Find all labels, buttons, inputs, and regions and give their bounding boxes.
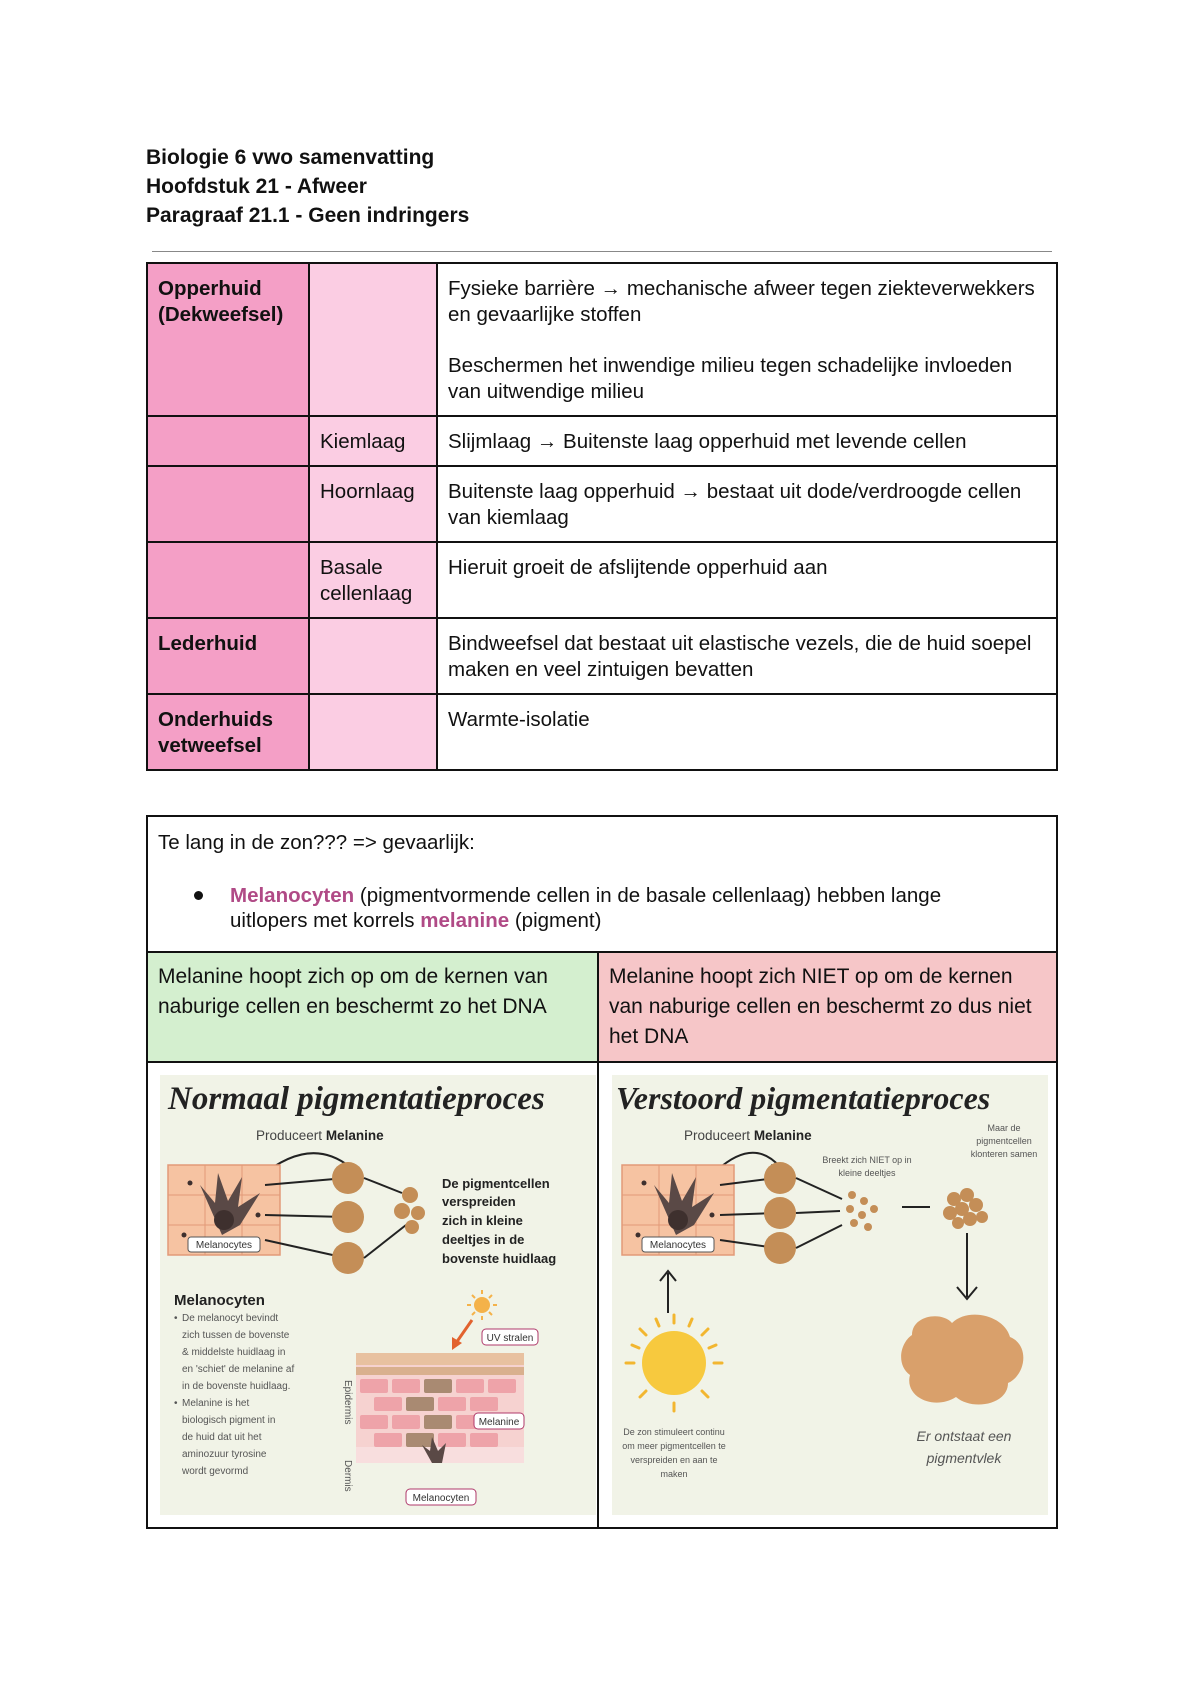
column-divider bbox=[597, 1063, 599, 1527]
layer-name-cell bbox=[147, 416, 309, 466]
melanin-granule bbox=[332, 1242, 364, 1274]
svg-text:verspreiden: verspreiden bbox=[442, 1194, 516, 1209]
description-cell: Hieruit groeit de afslijtende opperhuid aan bbox=[437, 542, 1057, 618]
melanocytes-tag-text: Melanocytes bbox=[195, 1240, 253, 1251]
melanin-granule bbox=[764, 1232, 796, 1264]
sublayer-cell: Basale cellenlaag bbox=[309, 542, 437, 618]
table-row bbox=[147, 416, 1057, 466]
description-text: Beschermen het inwendige milieu tegen schadelijke invloeden van uitwendige milieu bbox=[448, 354, 1013, 403]
disturbed-process-cell: Melanine hoopt zich NIET op om de kernen van naburige cellen en beschermt zo dus niet het DNA bbox=[599, 953, 1056, 1063]
layer-name-cell: Opperhuid (Dekweefsel) bbox=[147, 263, 309, 416]
description-cell: Buitenste laag opperhuid → bestaat uit dode/verdroogde cellen van kiemlaag bbox=[437, 466, 1057, 542]
layer-name-cell: Onderhuids vetweefsel bbox=[147, 694, 309, 770]
svg-text:zich in kleine: zich in kleine bbox=[442, 1213, 523, 1228]
bullet-icon bbox=[194, 891, 203, 900]
illustration-title: Normaal pigmentatieproces bbox=[168, 1081, 545, 1117]
term-melanine: melanine bbox=[420, 909, 510, 932]
svg-text:•: • bbox=[174, 1313, 178, 1324]
uv-tag-text: UV stralen bbox=[486, 1333, 534, 1344]
section-title: Paragraaf 21.1 - Geen indringers bbox=[146, 204, 470, 227]
description-cell bbox=[437, 263, 1057, 416]
description-text: Fysieke barrière → mechanische afweer tegen ziekteverwekkers en gevaarlijke stoffen bbox=[448, 277, 1035, 326]
description-cell: Slijmlaag → Buitenste laag opperhuid met levende cellen bbox=[437, 416, 1057, 466]
svg-text:& middelste huidlaag in: & middelste huidlaag in bbox=[182, 1347, 286, 1358]
melanocyten-heading: Melanocyten bbox=[174, 1292, 265, 1309]
epidermis-label: Epidermis bbox=[342, 1380, 353, 1425]
layer-name-cell: Lederhuid bbox=[147, 618, 309, 694]
bullet-end: (pigment) bbox=[509, 909, 602, 932]
melanin-particle bbox=[411, 1206, 425, 1220]
sublayer-cell: Hoornlaag bbox=[309, 466, 437, 542]
description-cell: Warmte-isolatie bbox=[437, 694, 1057, 770]
table-row bbox=[147, 263, 1057, 416]
melanin-particle bbox=[394, 1203, 410, 1219]
bullet-text bbox=[230, 883, 1010, 933]
svg-text:aminozuur tyrosine: aminozuur tyrosine bbox=[182, 1449, 267, 1460]
melanin-particle bbox=[402, 1187, 418, 1203]
term-melanocyten: Melanocyten bbox=[230, 884, 355, 907]
pigment-spot bbox=[901, 1315, 1023, 1405]
svg-text:zich tussen de bovenste: zich tussen de bovenste bbox=[182, 1330, 290, 1341]
skin-layers-table bbox=[146, 262, 1058, 771]
svg-text:De melanocyt bevindt: De melanocyt bevindt bbox=[182, 1313, 279, 1324]
maar-caption: Maar de pigmentcellen klonteren samen bbox=[970, 1123, 1038, 1159]
svg-text:deeltjes in de: deeltjes in de bbox=[442, 1232, 525, 1247]
melanin-granule bbox=[764, 1197, 796, 1229]
svg-text:wordt gevormd: wordt gevormd bbox=[182, 1466, 249, 1477]
description-cell: Bindweefsel dat bestaat uit elastische vezels, die de huid soepel maken en veel zintuigen bevatten bbox=[437, 618, 1057, 694]
svg-text:bovenste huidlaag: bovenste huidlaag bbox=[442, 1251, 557, 1266]
sun-exposure-box bbox=[146, 815, 1058, 1529]
melanine-tag-text: Melanine bbox=[478, 1417, 520, 1428]
layer-name-cell bbox=[147, 542, 309, 618]
table-row bbox=[147, 542, 1057, 618]
melanocytes-tag-text: Melanocytes bbox=[649, 1240, 707, 1251]
melanin-granule bbox=[332, 1162, 364, 1194]
melanocyten-tag-text: Melanocyten bbox=[412, 1493, 470, 1504]
svg-text:biologisch pigment in: biologisch pigment in bbox=[182, 1415, 276, 1426]
produceert-label: Produceert Melanine bbox=[256, 1128, 384, 1143]
normal-process-cell: Melanine hoopt zich op om de kernen van naburige cellen en beschermt zo het DNA bbox=[148, 953, 599, 1063]
produceert-label: Produceert Melanine bbox=[684, 1128, 812, 1143]
svg-text:Melanine is het: Melanine is het bbox=[182, 1398, 250, 1409]
intro-text: Te lang in de zon??? => gevaarlijk: bbox=[158, 831, 475, 854]
table-row bbox=[147, 694, 1057, 770]
svg-text:in de bovenste huidlaag.: in de bovenste huidlaag. bbox=[182, 1381, 291, 1392]
table-row bbox=[147, 466, 1057, 542]
svg-text:en 'schiet' de melanine af: en 'schiet' de melanine af bbox=[182, 1364, 295, 1375]
table-row bbox=[147, 618, 1057, 694]
layer-name-cell bbox=[147, 466, 309, 542]
bullet-middle: (pigmentvormende cellen in de basale cellenlaag) hebben lange uitlopers met korrels bbox=[230, 884, 942, 932]
chapter-title: Hoofdstuk 21 - Afweer bbox=[146, 175, 367, 198]
result-caption: Er ontstaat een pigmentvlek bbox=[916, 1428, 1012, 1466]
sublayer-cell bbox=[309, 263, 437, 416]
skin-cross-section-icon bbox=[356, 1353, 524, 1463]
breekt-caption: Breekt zich NIET op in kleine deeltjes bbox=[822, 1155, 912, 1178]
melanin-particle bbox=[405, 1220, 419, 1234]
disturbed-pigmentation-illustration bbox=[612, 1075, 1048, 1515]
sun-caption: De zon stimuleert continu om meer pigmentcellen te verspreiden en aan te maken bbox=[622, 1427, 726, 1479]
intro-cell bbox=[148, 817, 1056, 953]
svg-text:De pigmentcellen: De pigmentcellen bbox=[442, 1176, 550, 1191]
illustration-title: Verstoord pigmentatieproces bbox=[616, 1080, 991, 1116]
dermis-label: Dermis bbox=[342, 1460, 353, 1492]
sublayer-cell bbox=[309, 694, 437, 770]
header-divider bbox=[152, 251, 1052, 252]
svg-text:•: • bbox=[174, 1398, 178, 1409]
subject-title: Biologie 6 vwo samenvatting bbox=[146, 146, 435, 169]
normal-pigmentation-illustration bbox=[160, 1075, 596, 1515]
document-header bbox=[146, 143, 469, 230]
melanin-granule bbox=[764, 1162, 796, 1194]
melanin-granule bbox=[332, 1201, 364, 1233]
sublayer-cell: Kiemlaag bbox=[309, 416, 437, 466]
svg-text:de huid dat uit het: de huid dat uit het bbox=[182, 1432, 262, 1443]
sublayer-cell bbox=[309, 618, 437, 694]
